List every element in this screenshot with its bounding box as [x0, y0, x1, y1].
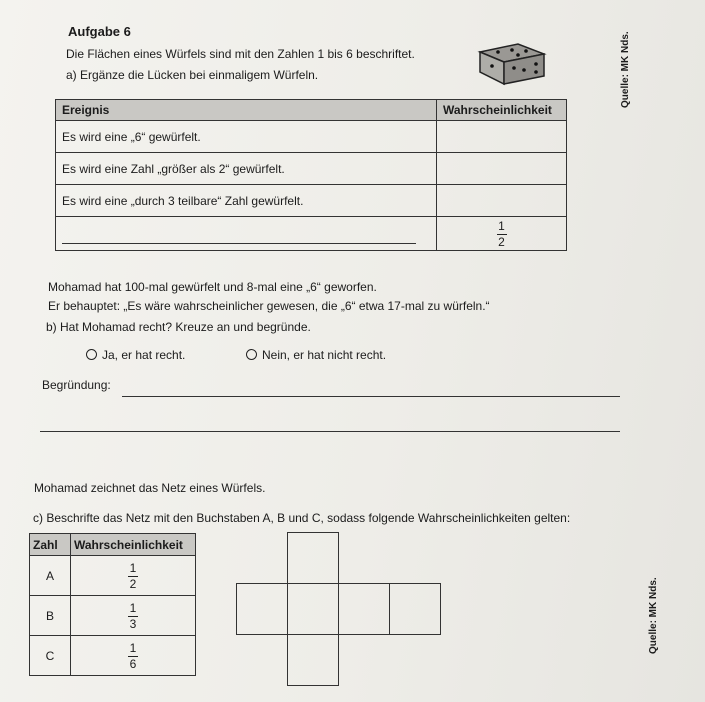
numerator: 1 [129, 600, 137, 615]
denominator: 6 [129, 656, 137, 671]
event-cell: Es wird eine Zahl „größer als 2“ gewürfelt. [56, 153, 437, 185]
radio-yes-icon[interactable] [86, 349, 97, 360]
fraction-one-half [497, 220, 507, 249]
reason-answer-line-1[interactable] [122, 396, 620, 397]
probability-value-cell [437, 217, 567, 251]
letter-cell: A [30, 556, 71, 596]
probability-answer-cell[interactable] [437, 121, 567, 153]
fraction-one-sixth [128, 642, 138, 671]
letter-cell: B [30, 596, 71, 636]
denominator: 2 [498, 234, 505, 249]
denominator: 2 [129, 576, 137, 591]
probability-cell [71, 636, 196, 676]
probability-table-c [29, 533, 196, 676]
table-row [30, 636, 196, 676]
col-header-probability: Wahrscheinlichkeit [437, 100, 567, 121]
probability-cell [71, 596, 196, 636]
fraction-one-half [128, 562, 138, 591]
source-note-top: Quelle: MK Nds. [620, 31, 631, 108]
numerator: 1 [129, 640, 137, 655]
option-no[interactable] [246, 348, 386, 362]
net-face-bottom[interactable] [287, 634, 339, 686]
table-row [30, 596, 196, 636]
part-c-text: Mohamad zeichnet das Netz eines Würfels. [34, 481, 266, 495]
probability-answer-cell[interactable] [437, 185, 567, 217]
part-b-text-2: Er behauptet: „Es wäre wahrscheinlicher gewesen, die „6“ etwa 17-mal zu würfeln.“ [48, 299, 490, 313]
event-answer-line [62, 243, 416, 244]
col-header-number: Zahl [30, 534, 71, 556]
denominator: 3 [129, 616, 137, 631]
dice-icon [474, 40, 548, 88]
table-row [56, 185, 567, 217]
event-cell: Es wird eine „durch 3 teilbare“ Zahl gewürfelt. [56, 185, 437, 217]
event-cell: Es wird eine „6“ gewürfelt. [56, 121, 437, 153]
probability-cell [71, 556, 196, 596]
table-row [56, 153, 567, 185]
table-row [30, 556, 196, 596]
part-a-question: a) Ergänze die Lücken bei einmaligem Würfeln. [66, 68, 319, 82]
net-face-center[interactable] [287, 583, 339, 635]
numerator: 1 [498, 218, 505, 233]
task-intro: Die Flächen eines Würfels sind mit den Zahlen 1 bis 6 beschriftet. [66, 47, 415, 61]
radio-no-icon[interactable] [246, 349, 257, 360]
task-title: Aufgabe 6 [68, 24, 131, 39]
net-face-top[interactable] [287, 532, 339, 584]
probability-table-a [55, 99, 567, 251]
letter-cell: C [30, 636, 71, 676]
table-row [56, 121, 567, 153]
numerator: 1 [129, 560, 137, 575]
part-c-question: c) Beschrifte das Netz mit den Buchstaben A, B und C, sodass folgende Wahrscheinlichkeiten gelten: [33, 511, 571, 525]
net-face-far-right[interactable] [389, 583, 441, 635]
net-face-left[interactable] [236, 583, 288, 635]
net-face-right[interactable] [338, 583, 390, 635]
option-yes-label: Ja, er hat recht. [102, 348, 186, 362]
source-note-bottom: Quelle: MK Nds. [648, 577, 659, 654]
col-header-event: Ereignis [56, 100, 437, 121]
option-yes[interactable] [86, 348, 185, 362]
option-no-label: Nein, er hat nicht recht. [262, 348, 387, 362]
col-header-probability: Wahrscheinlichkeit [71, 534, 196, 556]
part-b-text-1: Mohamad hat 100-mal gewürfelt und 8-mal eine „6“ geworfen. [48, 280, 377, 294]
fraction-one-third [128, 602, 138, 631]
reason-answer-line-2[interactable] [40, 431, 620, 432]
part-b-question: b) Hat Mohamad recht? Kreuze an und begründe. [46, 320, 311, 334]
probability-answer-cell[interactable] [437, 153, 567, 185]
table-row [56, 217, 567, 251]
reason-label: Begründung: [42, 378, 111, 392]
event-answer-cell[interactable] [56, 217, 437, 251]
